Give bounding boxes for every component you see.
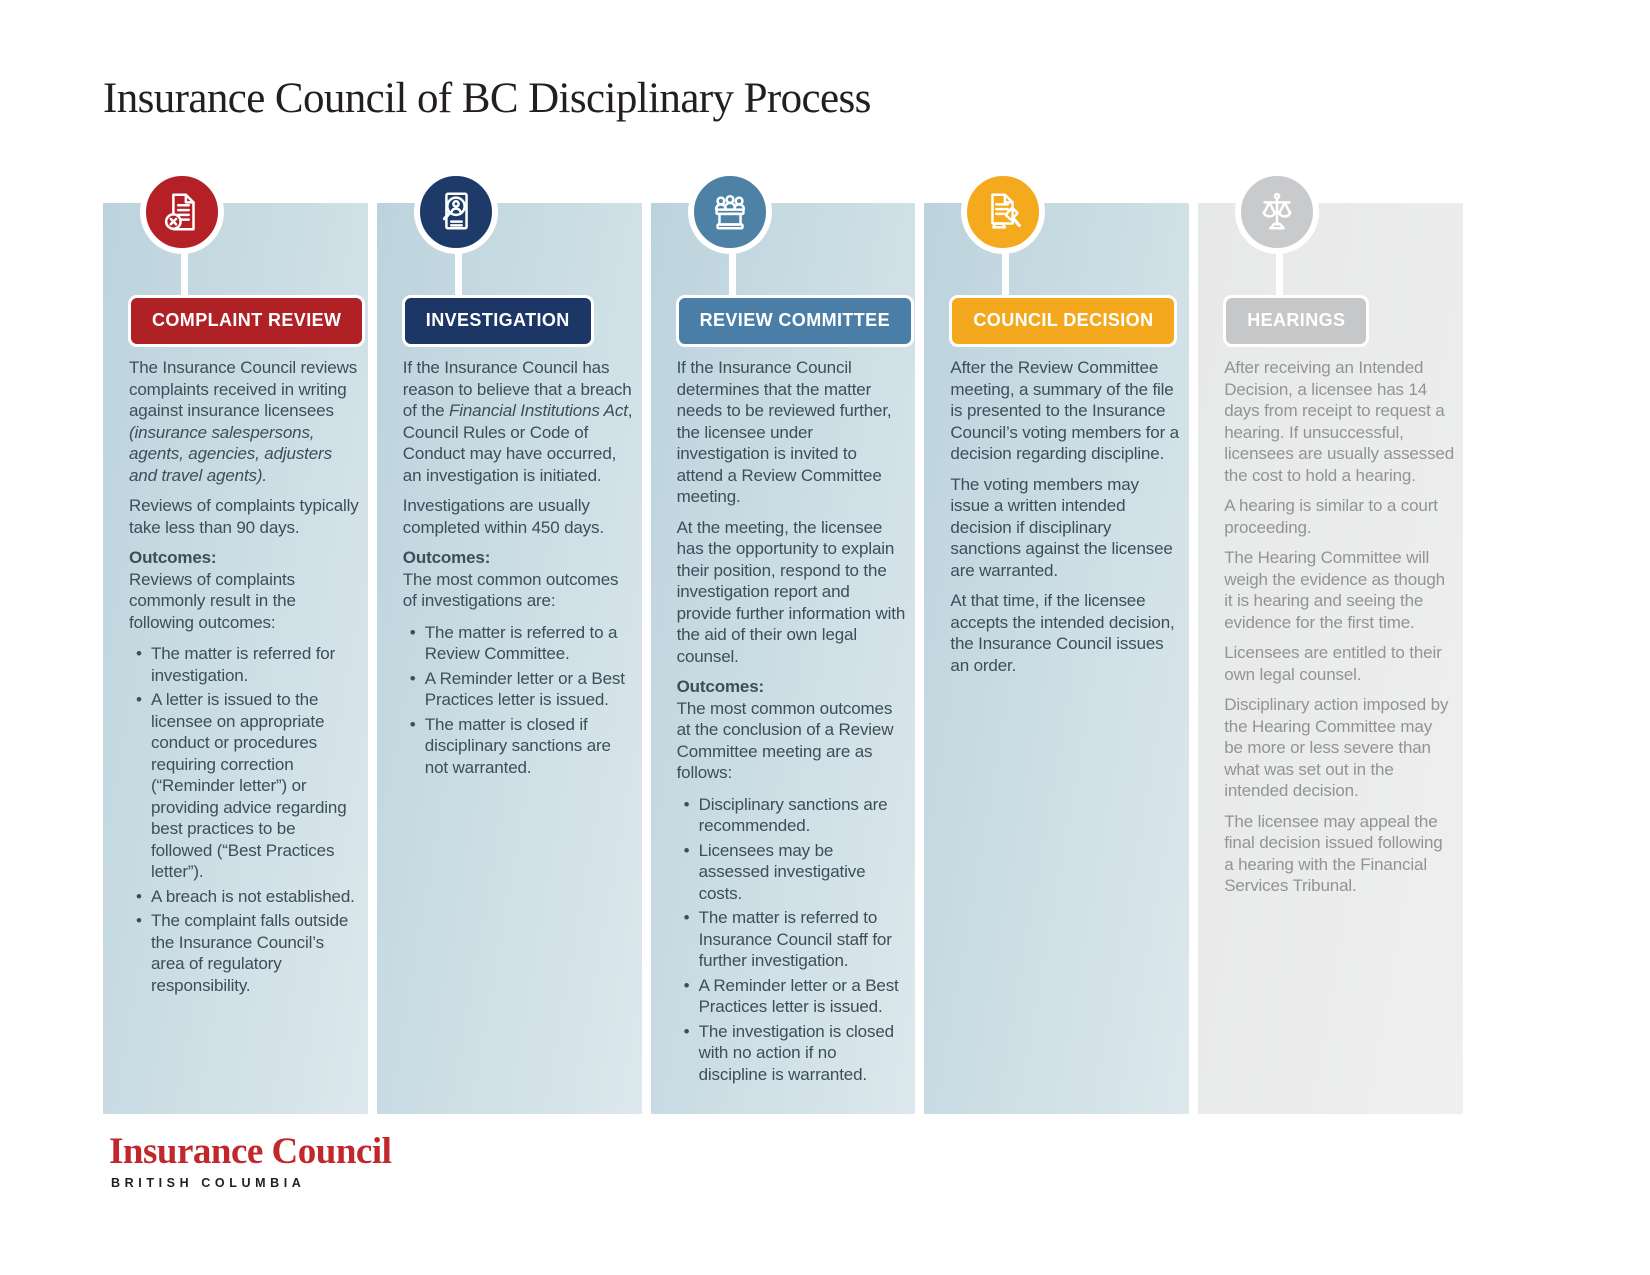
complaint-document-icon: [140, 170, 224, 254]
gavel-document-icon: [961, 170, 1045, 254]
body-paragraph: A hearing is similar to a court proceeding.: [1224, 496, 1438, 537]
body-paragraph: If the Insurance Council determines that the matter needs to be reviewed further, the licensee under investigation is invited to attend a Review Committee meeting.: [676, 358, 892, 506]
bullet-item: • The matter is referred to Insurance Council staff for further investigation.: [683, 907, 908, 972]
investigation-magnifier-icon: [414, 170, 498, 254]
body-paragraph: At the meeting, the licensee has the opportunity to explain their position, respond to the investigation report and provide further information with the aid of their own legal counsel.: [676, 517, 906, 666]
body-paragraph: Disciplinary action imposed by the Hearing Committee may be more or less severe than what was set out in the intended decision.: [1224, 695, 1449, 800]
body-paragraph: Outcomes: Reviews of complaints commonly result in the following outcomes:: [129, 548, 296, 632]
bullet-item: • A letter is issued to the licensee on appropriate conduct or procedures requiring correction (“Reminder letter”) or providing advice regarding best practices to be followed (“Best Practices letter”).: [135, 689, 360, 883]
process-column-council-decision: [924, 203, 1189, 1114]
body-paragraph: The licensee may appeal the final decision issued following a hearing with the Financial Services Tribunal.: [1224, 811, 1443, 895]
body-paragraph: After receiving an Intended Decision, a licensee has 14 days from receipt to request a hearing. If unsuccessful, licensees are usually assessed the cost to hold a hearing.: [1224, 358, 1455, 485]
body-paragraph: Investigations are usually completed within 450 days.: [402, 496, 604, 537]
process-column-complaint-review: [103, 203, 368, 1114]
bullet-item: • Disciplinary sanctions are recommended.: [683, 794, 908, 837]
footer-logo: [109, 1133, 391, 1190]
bullet-item: • The investigation is closed with no action if no discipline is warranted.: [683, 1021, 908, 1086]
bullet-item: • The matter is referred to a Review Committee.: [409, 622, 634, 665]
bullet-item: • The complaint falls outside the Insurance Council’s area of regulatory responsibility.: [135, 910, 360, 996]
logo-region: BRITISH COLUMBIA: [111, 1176, 306, 1190]
bullet-item: • Licensees may be assessed investigative costs.: [683, 840, 908, 905]
column-header-hearings: HEARINGS: [1223, 295, 1369, 347]
column-body: [677, 357, 908, 1085]
logo-wordmark: Insurance Council: [109, 1131, 392, 1172]
column-body: [1224, 357, 1455, 897]
process-column-hearings: [1198, 203, 1463, 1114]
bullet-item: • The matter is closed if disciplinary sanctions are not warranted.: [409, 714, 634, 779]
column-header-review-committee: REVIEW COMMITTEE: [676, 295, 914, 347]
bullet-item: • A Reminder letter or a Best Practices letter is issued.: [683, 975, 908, 1018]
bullet-list: [129, 643, 360, 996]
page-title: Insurance Council of BC Disciplinary Process: [103, 75, 871, 122]
body-paragraph: Licensees are entitled to their own legal counsel.: [1224, 643, 1442, 684]
bullet-item: • A breach is not established.: [135, 886, 360, 908]
column-body: [403, 357, 634, 778]
body-paragraph: The voting members may issue a written intended decision if disciplinary sanctions against the licensee are warranted.: [950, 474, 1173, 580]
body-paragraph: Reviews of complaints typically take less than 90 days.: [129, 496, 359, 537]
process-columns: [103, 203, 1463, 1082]
column-header-council-decision: COUNCIL DECISION: [949, 295, 1177, 347]
process-column-review-committee: [651, 203, 916, 1114]
body-paragraph: If the Insurance Council has reason to believe that a breach of the Financial Institutions Act, Council Rules or Code of Conduct may have occurred, an investigation is initiated.: [402, 358, 633, 485]
bullet-item: • A Reminder letter or a Best Practices letter is issued.: [409, 668, 634, 711]
scales-icon: [1235, 170, 1319, 254]
body-paragraph: After the Review Committee meeting, a summary of the file is presented to the Insurance Council’s voting members for a decision regarding discipline.: [950, 358, 1179, 463]
body-paragraph: Outcomes: The most common outcomes at the conclusion of a Review Committee meeting are as follows:: [676, 677, 894, 782]
committee-bench-icon: [688, 170, 772, 254]
body-paragraph: Outcomes: The most common outcomes of investigations are:: [402, 548, 619, 610]
column-body: [950, 357, 1181, 676]
bullet-list: [677, 794, 908, 1086]
column-body: [129, 357, 360, 996]
body-paragraph: The Hearing Committee will weigh the evidence as though it is hearing and seeing the evidence for the first time.: [1224, 548, 1445, 632]
bullet-item: • The matter is referred for investigation.: [135, 643, 360, 686]
body-paragraph: The Insurance Council reviews complaints received in writing against insurance licensees (insurance salespersons, agents, agencies, adjusters and travel agents).: [129, 358, 358, 485]
process-column-investigation: [377, 203, 642, 1114]
column-header-investigation: INVESTIGATION: [402, 295, 594, 347]
column-header-complaint-review: COMPLAINT REVIEW: [128, 295, 365, 347]
bullet-list: [403, 622, 634, 779]
body-paragraph: At that time, if the licensee accepts the intended decision, the Insurance Council issues an order.: [950, 591, 1175, 675]
